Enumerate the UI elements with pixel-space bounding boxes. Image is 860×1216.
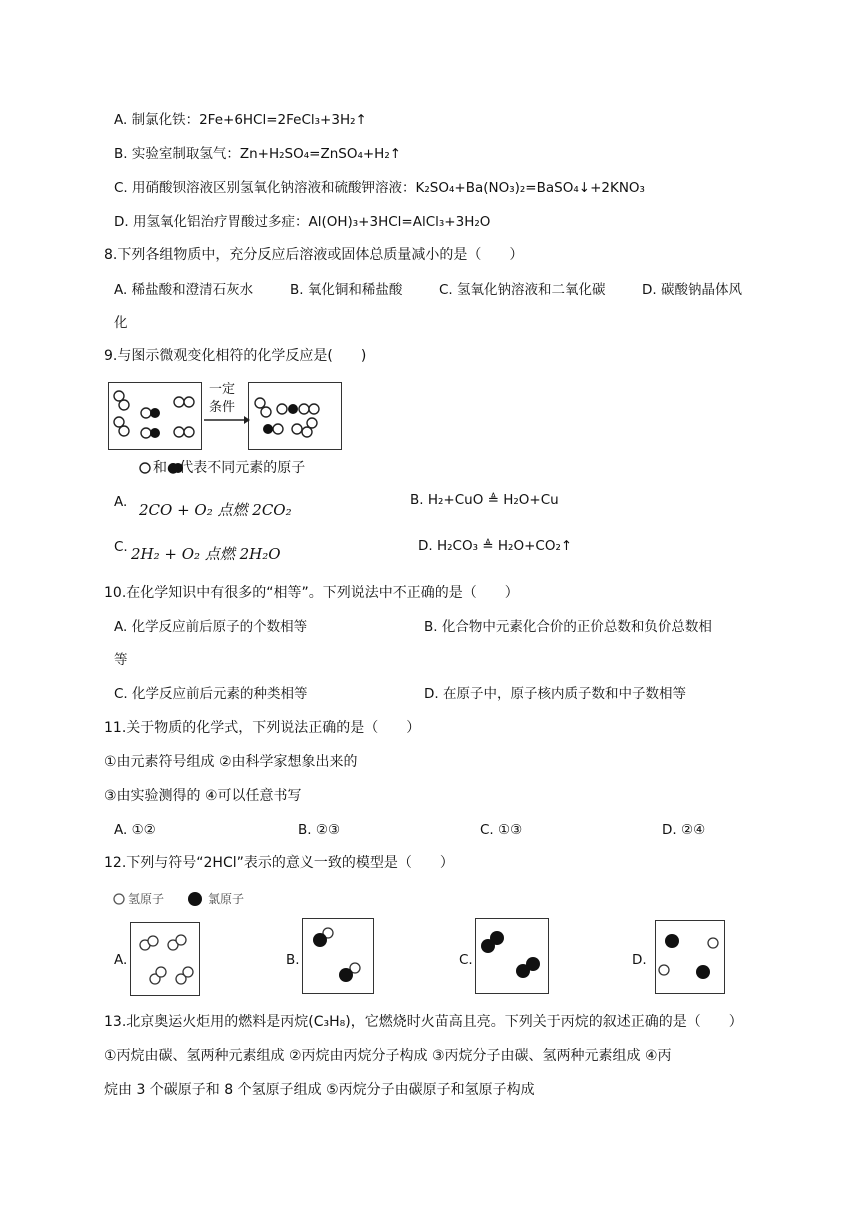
q12-option-a: A. (114, 952, 128, 968)
q8-option-d-cont: 化 (114, 315, 128, 331)
q11-stem: 11.关于物质的化学式，下列说法正确的是（ ） (104, 720, 421, 736)
q11-option-d: D. ②④ (662, 822, 706, 838)
q8-option-b: B. 氧化铜和稀盐酸 (290, 282, 403, 298)
q13-stem: 13.北京奥运火炬用的燃料是丙烷(C₃H₈)，它燃烧时火苗高且亮。下列关于丙烷的叙述正确的是（ ） (104, 1014, 743, 1030)
q10-stem: 10.在化学知识中有很多的“相等”。下列说法中不正确的是（ ） (104, 585, 519, 601)
q7-option-b: B. 实验室制取氢气：Zn+H₂SO₄=ZnSO₄+H₂↑ (114, 146, 402, 162)
q10-option-a: A. 化学反应前后原子的个数相等 (114, 619, 308, 635)
q9-micro-diagram (108, 382, 348, 478)
q9-stem: 9.与图示微观变化相符的化学反应是( ) (104, 348, 367, 364)
q8-option-c: C. 氢氧化钠溶液和二氧化碳 (439, 282, 606, 298)
q8-option-d: D. 碳酸钠晶体风 (642, 282, 742, 298)
q8-option-a: A. 稀盐酸和澄清石灰水 (114, 282, 254, 298)
q10-option-b-cont: 等 (114, 652, 128, 668)
q9-option-a-formula: 2CO + O₂ 点燃 2CO₂ (139, 501, 292, 519)
q13-statements-1: ①丙烷由碳、氢两种元素组成 ②丙烷由丙烷分子构成 ③丙烷分子由碳、氢两种元素组成 ④丙 (104, 1048, 672, 1064)
q7-option-d: D. 用氢氧化铝治疗胃酸过多症：Al(OH)₃+3HCl=AlCl₃+3H₂O (114, 214, 491, 230)
q12-model-d (655, 920, 725, 994)
q11-statements-1: ①由元素符号组成 ②由科学家想象出来的 (104, 754, 358, 770)
q9-option-d: D. H₂CO₃ ≜ H₂O+CO₂↑ (418, 538, 573, 554)
q12-model-b (302, 918, 374, 994)
q9-option-a-label: A. (114, 494, 128, 510)
q9-legend: 和●代表不同元素的原子 (153, 460, 306, 476)
q12-stem: 12.下列与符号“2HCl”表示的意义一致的模型是（ ） (104, 855, 454, 871)
arrow-label-bottom: 条件 (209, 400, 236, 415)
q9-option-b: B. H₂+CuO ≜ H₂O+Cu (410, 492, 559, 508)
q11-option-a: A. ①② (114, 822, 156, 838)
q11-option-c: C. ①③ (480, 822, 523, 838)
model-c-atoms (476, 919, 548, 993)
q12-option-c: C. (459, 952, 473, 968)
q10-option-d: D. 在原子中，原子核内质子数和中子数相等 (424, 686, 686, 702)
q10-option-c: C. 化学反应前后元素的种类相等 (114, 686, 308, 702)
q9-option-c-label: C. (114, 539, 128, 555)
q8-stem: 8.下列各组物质中，充分反应后溶液或固体总质量减小的是（ ） (104, 247, 524, 263)
q7-option-c: C. 用硝酸钡溶液区别氢氧化钠溶液和硫酸钾溶液：K₂SO₄+Ba(NO₃)₂=BaSO₄↓+2KNO₃ (114, 180, 645, 196)
q12-model-c (475, 918, 549, 994)
model-d-atoms (656, 921, 724, 993)
legend-chlorine: 氯原子 (208, 892, 245, 906)
model-b-atoms (303, 919, 373, 993)
q10-option-b: B. 化合物中元素化合价的正价总数和负价总数相 (424, 619, 712, 635)
q11-statements-2: ③由实验测得的 ④可以任意书写 (104, 788, 302, 804)
legend-hydrogen: 氢原子 (128, 892, 165, 906)
arrow-label-top: 一定 (209, 382, 236, 397)
q12-option-b: B. (286, 952, 300, 968)
q12-option-d: D. (632, 952, 647, 968)
q13-statements-2: 烷由 3 个碳原子和 8 个氢原子组成 ⑤丙烷分子由碳原子和氢原子构成 (104, 1082, 535, 1098)
q12-model-a (130, 922, 200, 996)
q11-option-b: B. ②③ (298, 822, 341, 838)
q9-option-c-formula: 2H₂ + O₂ 点燃 2H₂O (131, 545, 281, 563)
q7-option-a: A. 制氯化铁：2Fe+6HCl=2FeCl₃+3H₂↑ (114, 112, 367, 128)
model-a-atoms (131, 923, 199, 995)
